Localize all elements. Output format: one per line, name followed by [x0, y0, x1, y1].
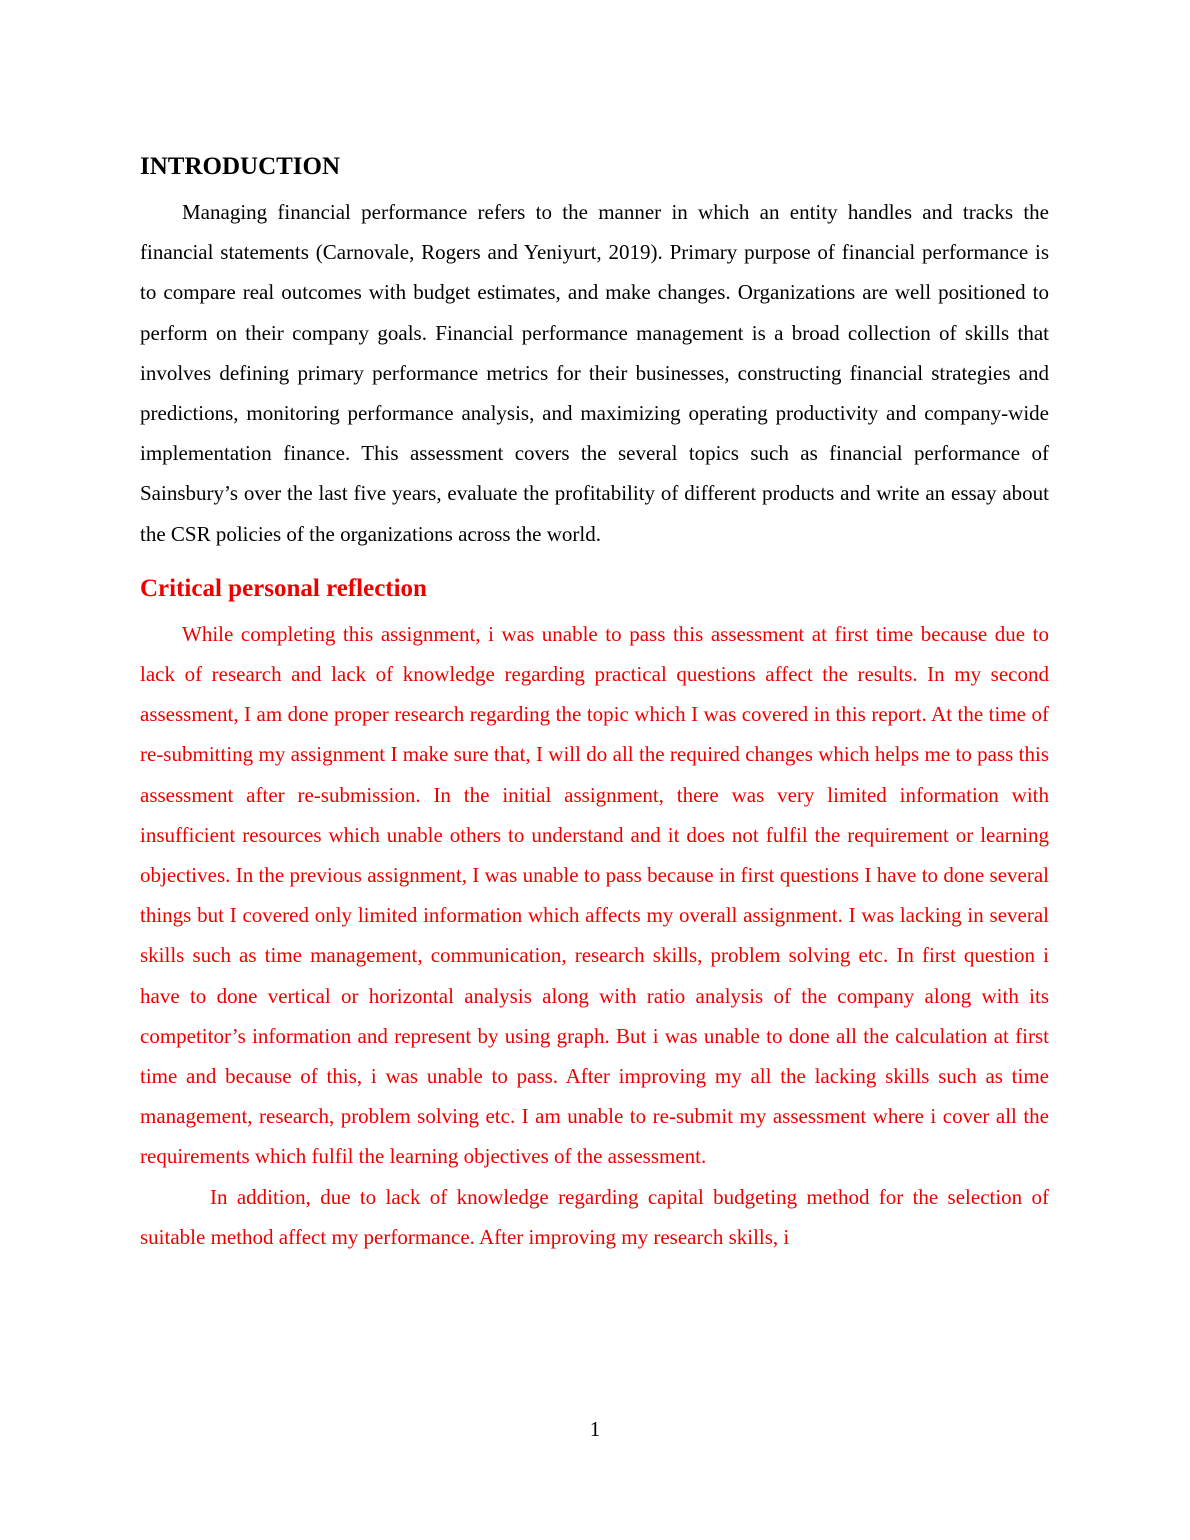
- reflection-heading: Critical personal reflection: [140, 574, 427, 602]
- reflection-paragraph-2: In addition, due to lack of knowledge regarding capital budgeting method for the selection of suitable method affect my performance. After improving my research skills, i: [140, 1184, 1049, 1249]
- intro-paragraph: Managing financial performance refers to the manner in which an entity handles and tracks the financial statements (Carnovale, Rogers and Yeniyurt, 2019). Primary purpose of financial performance is to compare real outcomes with budget estimates, and make changes. Organizations are well positioned to perform on their company goals. Financial performance management is a broad collection of skills that involves defining primary performance metrics for their businesses, constructing financial strategies and predictions, monitoring performance analysis, and maximizing operating productivity and company-wide implementation finance. This assessment covers the several topics such as financial performance of Sainsbury’s over the last five years, evaluate the profitability of different products and write an essay about the CSR policies of the organizations across the world.: [140, 200, 1049, 546]
- intro-heading: INTRODUCTION: [140, 153, 341, 180]
- document-page: [140, 150, 1049, 1257]
- page-number: 1: [589, 1417, 601, 1441]
- reflection-paragraph-1: While completing this assignment, i was unable to pass this assessment at first time because due to lack of research and lack of knowledge regarding practical questions affect the results. In my second assessment, I am done proper research regarding the topic which I was covered in this report. At the time of re-submitting my assignment I make sure that, I will do all the required changes which helps me to pass this assessment after re-submission. In the initial assignment, there was very limited information with insufficient resources which unable others to understand and it does not fulfil the requirement or learning objectives. In the previous assignment, I was unable to pass because in first questions I have to done several things but I covered only limited information which affects my overall assignment. I was lacking in several skills such as time management, communication, research skills, problem solving etc. In first question i have to done vertical or horizontal analysis along with ratio analysis of the company along with its competitor’s information and represent by using graph. But i was unable to done all the calculation at first time and because of this, i was unable to pass. After improving my all the lacking skills such as time management, research, problem solving etc. I am unable to re-submit my assessment where i cover all the requirements which fulfil the learning objectives of the assessment.: [140, 621, 1049, 1169]
